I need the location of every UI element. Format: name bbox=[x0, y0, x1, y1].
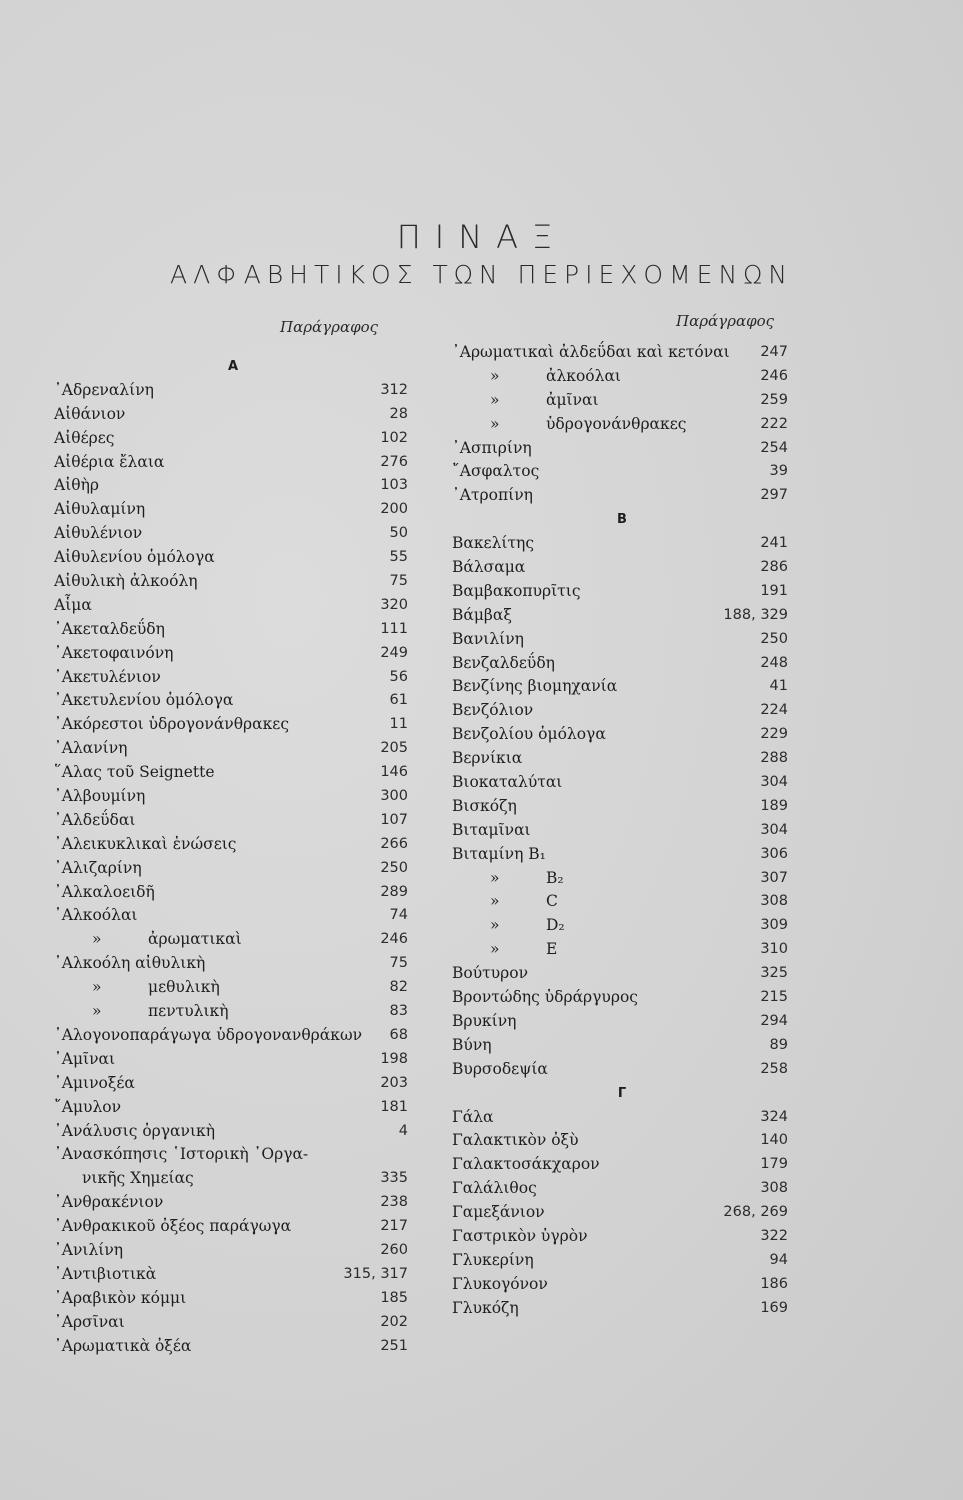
entry-term: C bbox=[546, 892, 558, 911]
entry-term: Βροντώδης ὑδράργυρος bbox=[452, 988, 638, 1007]
entry-paragraph-number: 276 bbox=[380, 453, 408, 470]
entry-paragraph-number: 215 bbox=[760, 989, 788, 1006]
index-entry bbox=[48, 881, 418, 905]
entry-paragraph-number: 304 bbox=[760, 774, 788, 791]
entry-term: Αἷμα bbox=[54, 595, 92, 614]
entry-paragraph-number: 111 bbox=[380, 620, 408, 637]
index-entry bbox=[446, 1297, 798, 1321]
index-entry bbox=[446, 1010, 798, 1034]
index-entry bbox=[48, 403, 418, 427]
ditto-mark: » bbox=[490, 916, 500, 935]
index-entry bbox=[48, 594, 418, 618]
entry-paragraph-number: 294 bbox=[760, 1012, 788, 1029]
entry-paragraph-number: 181 bbox=[380, 1098, 408, 1115]
index-entry bbox=[446, 1201, 798, 1225]
page-title: ΠΙΝΑΞ bbox=[396, 218, 567, 256]
index-entry bbox=[48, 546, 418, 570]
entry-term: ἀλκοόλαι bbox=[546, 366, 622, 385]
entry-paragraph-number: 74 bbox=[389, 907, 408, 924]
entry-term: ᾿Αλογονοπαράγωγα ὑδρογονανθράκων bbox=[54, 1025, 363, 1044]
index-entry bbox=[446, 1058, 798, 1082]
entry-term: ᾿Αλεικυκλικαὶ ἑνώσεις bbox=[54, 834, 237, 853]
index-entry bbox=[48, 1239, 418, 1263]
entry-term: Βάλσαμα bbox=[452, 558, 526, 577]
entry-term: ᾿Αρωματικὰ ὀξέα bbox=[54, 1336, 192, 1355]
entry-paragraph-number: 320 bbox=[380, 596, 408, 613]
index-entry bbox=[48, 1024, 418, 1048]
entry-paragraph-number: 61 bbox=[389, 692, 408, 709]
entry-term: Βιταμῖναι bbox=[452, 820, 531, 839]
index-entry bbox=[48, 1311, 418, 1335]
entry-paragraph-number: 107 bbox=[380, 811, 408, 828]
index-entry bbox=[446, 413, 798, 437]
entry-term: ᾿Ακετυλενίου ὁμόλογα bbox=[54, 691, 234, 710]
entry-term: Γαμεξάνιον bbox=[452, 1203, 545, 1222]
index-entry bbox=[446, 771, 798, 795]
index-entry bbox=[446, 867, 798, 891]
entry-paragraph-number: 306 bbox=[760, 845, 788, 862]
index-entry bbox=[48, 666, 418, 690]
entry-term: Γλυκόζη bbox=[452, 1298, 519, 1317]
index-entry bbox=[48, 928, 418, 952]
entry-term: Αἰθυλαμίνη bbox=[54, 500, 146, 519]
index-entry bbox=[48, 761, 418, 785]
index-entry bbox=[446, 365, 798, 389]
entry-term: Βισκόζη bbox=[452, 796, 517, 815]
entry-paragraph-number: 189 bbox=[760, 797, 788, 814]
index-entry bbox=[48, 474, 418, 498]
index-entry bbox=[48, 379, 418, 403]
index-column-right bbox=[446, 341, 798, 1321]
index-entry bbox=[446, 604, 798, 628]
entry-term: ᾿Αλκοόλαι bbox=[54, 906, 138, 925]
index-entry bbox=[446, 484, 798, 508]
entry-term: ᾿Ανασκόπησις ῾Ιστορικὴ ᾿Οργα- bbox=[54, 1145, 309, 1164]
entry-paragraph-number: 186 bbox=[760, 1275, 788, 1292]
index-entry bbox=[446, 1273, 798, 1297]
entry-paragraph-number: 83 bbox=[389, 1003, 408, 1020]
entry-term: Γάλα bbox=[452, 1107, 494, 1126]
entry-paragraph-number: 56 bbox=[389, 668, 408, 685]
entry-paragraph-number: 249 bbox=[380, 644, 408, 661]
index-entry bbox=[48, 427, 418, 451]
ditto-mark: » bbox=[490, 940, 500, 959]
index-entry bbox=[48, 1048, 418, 1072]
entry-term: Βιταμίνη B₁ bbox=[452, 844, 546, 863]
index-entry bbox=[48, 618, 418, 642]
entry-paragraph-number: 68 bbox=[389, 1026, 408, 1043]
entry-term: ᾿Ακόρεστοι ὑδρογονάνθρακες bbox=[54, 715, 290, 734]
entry-paragraph-number: 75 bbox=[389, 573, 408, 590]
entry-paragraph-number: 169 bbox=[760, 1299, 788, 1316]
entry-paragraph-number: 309 bbox=[760, 917, 788, 934]
index-entry bbox=[446, 389, 798, 413]
entry-paragraph-number: 324 bbox=[760, 1108, 788, 1125]
entry-term: Αἰθέρια ἔλαια bbox=[54, 452, 165, 471]
page-subtitle: ΑΛΦΑΒΗΤΙΚΟΣ ΤΩΝ ΠΕΡΙΕΧΟΜΕΝΩΝ bbox=[170, 260, 793, 289]
ditto-mark: » bbox=[490, 868, 500, 887]
entry-paragraph-number: 89 bbox=[769, 1036, 788, 1053]
entry-term: Βύνη bbox=[452, 1035, 492, 1054]
entry-term: Βενζίνης βιομηχανία bbox=[452, 677, 618, 696]
index-column-left bbox=[48, 355, 418, 1358]
entry-term: ᾿Αλδεΰδαι bbox=[54, 810, 136, 829]
entry-paragraph-number: 179 bbox=[760, 1156, 788, 1173]
index-entry bbox=[446, 962, 798, 986]
entry-term: ᾿Αλκαλοειδῆ bbox=[54, 882, 155, 901]
entry-term: ἀρωματικαὶ bbox=[148, 930, 242, 949]
entry-term: Αἰθυλένιον bbox=[54, 524, 143, 543]
entry-term: Γαστρικὸν ὑγρὸν bbox=[452, 1226, 588, 1245]
index-entry bbox=[48, 1287, 418, 1311]
entry-term: Βανιλίνη bbox=[452, 629, 524, 648]
entry-term: ᾿Αδρεναλίνη bbox=[54, 380, 154, 399]
entry-term: Αἰθυλικὴ ἀλκοόλη bbox=[54, 572, 198, 591]
entry-term: Γαλάλιθος bbox=[452, 1179, 537, 1198]
entry-term: ὑδρογονάνθρακες bbox=[546, 414, 687, 433]
index-entry bbox=[446, 341, 798, 365]
index-entry bbox=[48, 498, 418, 522]
section-letter bbox=[48, 355, 418, 379]
index-entry bbox=[446, 819, 798, 843]
entry-term: Γαλακτοσάκχαρον bbox=[452, 1155, 600, 1174]
index-entry bbox=[48, 1072, 418, 1096]
entry-paragraph-number: 191 bbox=[760, 582, 788, 599]
entry-term: E bbox=[546, 940, 558, 959]
index-entry bbox=[446, 437, 798, 461]
index-entry bbox=[48, 522, 418, 546]
entry-term: ᾿Ανθρακικοῦ ὀξέος παράγωγα bbox=[54, 1217, 292, 1236]
index-entry bbox=[48, 1335, 418, 1359]
entry-paragraph-number: 75 bbox=[389, 955, 408, 972]
entry-term: Βενζόλιον bbox=[452, 701, 534, 720]
index-entry bbox=[446, 795, 798, 819]
index-entry bbox=[48, 713, 418, 737]
index-entry bbox=[48, 976, 418, 1000]
entry-term: ᾿Ατροπίνη bbox=[452, 486, 533, 505]
index-entry bbox=[48, 833, 418, 857]
index-entry bbox=[446, 890, 798, 914]
entry-paragraph-number: 246 bbox=[380, 931, 408, 948]
entry-paragraph-number: 94 bbox=[769, 1251, 788, 1268]
entry-paragraph-number: 241 bbox=[760, 535, 788, 552]
index-entry bbox=[446, 747, 798, 771]
entry-term: ῞Αλας τοῦ Seignette bbox=[54, 763, 215, 782]
entry-term: Βάμβαξ bbox=[452, 605, 512, 624]
entry-paragraph-number: 217 bbox=[380, 1218, 408, 1235]
entry-term: μεθυλικὴ bbox=[148, 978, 220, 997]
entry-term: D₂ bbox=[546, 916, 565, 935]
entry-paragraph-number: 251 bbox=[380, 1337, 408, 1354]
entry-paragraph-number: 304 bbox=[760, 821, 788, 838]
entry-term: ᾿Αντιβιοτικὰ bbox=[54, 1264, 157, 1283]
entry-paragraph-number: 224 bbox=[760, 702, 788, 719]
entry-term: ῎Αμυλον bbox=[54, 1097, 122, 1116]
index-entry bbox=[48, 1120, 418, 1144]
ditto-mark: » bbox=[490, 390, 500, 409]
entry-paragraph-number: 82 bbox=[389, 979, 408, 996]
entry-paragraph-number: 286 bbox=[760, 559, 788, 576]
ditto-mark: » bbox=[92, 1002, 102, 1021]
index-entry bbox=[446, 986, 798, 1010]
section-letter-label: Γ bbox=[617, 1085, 627, 1101]
entry-term: ᾿Αλανίνη bbox=[54, 739, 128, 758]
entry-paragraph-number: 246 bbox=[760, 367, 788, 384]
entry-term: Γαλακτικὸν ὀξὺ bbox=[452, 1131, 579, 1150]
entry-paragraph-number: 11 bbox=[389, 716, 408, 733]
entry-paragraph-number: 325 bbox=[760, 965, 788, 982]
index-entry bbox=[48, 857, 418, 881]
index-entry bbox=[48, 1191, 418, 1215]
index-entry bbox=[48, 1096, 418, 1120]
entry-paragraph-number: 297 bbox=[760, 487, 788, 504]
entry-paragraph-number: 55 bbox=[389, 549, 408, 566]
index-entry bbox=[48, 1215, 418, 1239]
index-entry bbox=[48, 1000, 418, 1024]
entry-paragraph-number: 39 bbox=[769, 463, 788, 480]
entry-paragraph-number: 202 bbox=[380, 1313, 408, 1330]
entry-paragraph-number: 185 bbox=[380, 1289, 408, 1306]
entry-term: ᾿Αμῖναι bbox=[54, 1049, 116, 1068]
index-entry bbox=[446, 1106, 798, 1130]
entry-paragraph-number: 250 bbox=[760, 630, 788, 647]
entry-term: ᾿Ανάλυσις ὀργανικὴ bbox=[54, 1121, 215, 1140]
entry-term: Βενζολίου ὁμόλογα bbox=[452, 725, 606, 744]
column-header-right: Παράγραφος bbox=[676, 312, 775, 330]
entry-paragraph-number: 28 bbox=[389, 405, 408, 422]
entry-term: ῎Ασφαλτος bbox=[452, 462, 540, 481]
entry-paragraph-number: 260 bbox=[380, 1241, 408, 1258]
entry-paragraph-number: 315, 317 bbox=[343, 1265, 408, 1282]
entry-paragraph-number: 200 bbox=[380, 501, 408, 518]
index-entry bbox=[48, 952, 418, 976]
index-entry bbox=[446, 628, 798, 652]
entry-term: ᾿Αλβουμίνη bbox=[54, 787, 146, 806]
entry-term: ᾿Ακεταλδεΰδη bbox=[54, 619, 165, 638]
entry-paragraph-number: 41 bbox=[769, 678, 788, 695]
ditto-mark: » bbox=[490, 414, 500, 433]
entry-paragraph-number: 312 bbox=[380, 381, 408, 398]
entry-term: Βιοκαταλύται bbox=[452, 773, 563, 792]
entry-paragraph-number: 222 bbox=[760, 415, 788, 432]
entry-term: Βαμβακοπυρῖτις bbox=[452, 581, 581, 600]
entry-term: Βακελίτης bbox=[452, 534, 535, 553]
entry-term: ᾿Ακετυλένιον bbox=[54, 667, 161, 686]
entry-paragraph-number: 307 bbox=[760, 869, 788, 886]
entry-term: ἀμῖναι bbox=[546, 390, 599, 409]
entry-term: Βενζαλδεΰδη bbox=[452, 653, 555, 672]
entry-paragraph-number: 266 bbox=[380, 835, 408, 852]
entry-paragraph-number: 146 bbox=[380, 764, 408, 781]
entry-paragraph-number: 250 bbox=[380, 859, 408, 876]
index-entry bbox=[48, 737, 418, 761]
entry-paragraph-number: 300 bbox=[380, 788, 408, 805]
section-letter bbox=[446, 508, 798, 532]
index-entry bbox=[48, 809, 418, 833]
entry-paragraph-number: 308 bbox=[760, 1180, 788, 1197]
entry-term: Αἰθάνιον bbox=[54, 404, 126, 423]
entry-term: ᾿Αρσῖναι bbox=[54, 1312, 125, 1331]
entry-paragraph-number: 102 bbox=[380, 429, 408, 446]
entry-paragraph-number: 50 bbox=[389, 525, 408, 542]
index-entry bbox=[48, 570, 418, 594]
entry-paragraph-number: 289 bbox=[380, 883, 408, 900]
index-entry bbox=[446, 652, 798, 676]
entry-paragraph-number: 203 bbox=[380, 1074, 408, 1091]
entry-term: Αἰθὴρ bbox=[54, 476, 100, 495]
entry-term: ᾿Αρωματικαὶ ἀλδεΰδαι καὶ κετόναι bbox=[452, 343, 730, 361]
entry-term: Αἰθέρες bbox=[54, 428, 115, 447]
entry-term: Γλυκογόνον bbox=[452, 1274, 548, 1293]
entry-term: ᾿Αραβικὸν κόμμι bbox=[54, 1288, 187, 1307]
index-entry bbox=[48, 451, 418, 475]
entry-paragraph-number: 322 bbox=[760, 1227, 788, 1244]
index-entry bbox=[48, 1167, 418, 1191]
entry-term: νικῆς Χημείας bbox=[82, 1169, 194, 1188]
index-entry bbox=[48, 904, 418, 928]
index-entry bbox=[446, 1249, 798, 1273]
index-entry bbox=[48, 785, 418, 809]
entry-paragraph-number: 288 bbox=[760, 750, 788, 767]
entry-term: ᾿Ανθρακένιον bbox=[54, 1193, 164, 1212]
index-entry bbox=[446, 1129, 798, 1153]
entry-term: ᾿Αμινοξέα bbox=[54, 1073, 135, 1092]
entry-term: πεντυλικὴ bbox=[148, 1002, 229, 1021]
index-entry bbox=[446, 556, 798, 580]
ditto-mark: » bbox=[92, 930, 102, 949]
section-letter-label: Β bbox=[617, 512, 627, 528]
entry-paragraph-number: 259 bbox=[760, 391, 788, 408]
index-entry bbox=[48, 689, 418, 713]
index-entry bbox=[446, 723, 798, 747]
entry-term: Βυρσοδεψία bbox=[452, 1059, 548, 1078]
ditto-mark: » bbox=[92, 978, 102, 997]
entry-term: Γλυκερίνη bbox=[452, 1250, 534, 1269]
index-entry bbox=[446, 532, 798, 556]
index-entry bbox=[446, 1153, 798, 1177]
entry-term: ᾿Ανιλίνη bbox=[54, 1240, 124, 1259]
entry-term: ᾿Αλκοόλη αἰθυλικὴ bbox=[54, 954, 206, 973]
entry-paragraph-number: 140 bbox=[760, 1132, 788, 1149]
entry-paragraph-number: 258 bbox=[760, 1060, 788, 1077]
index-entry bbox=[446, 1034, 798, 1058]
entry-paragraph-number: 229 bbox=[760, 726, 788, 743]
entry-term: B₂ bbox=[546, 868, 564, 887]
index-entry bbox=[446, 938, 798, 962]
index-entry bbox=[446, 460, 798, 484]
index-entry bbox=[446, 843, 798, 867]
entry-paragraph-number: 247 bbox=[760, 344, 788, 360]
index-entry bbox=[446, 1225, 798, 1249]
ditto-mark: » bbox=[490, 366, 500, 385]
entry-paragraph-number: 103 bbox=[380, 477, 408, 494]
entry-paragraph-number: 248 bbox=[760, 654, 788, 671]
entry-term: Βούτυρον bbox=[452, 964, 529, 983]
entry-paragraph-number: 254 bbox=[760, 439, 788, 456]
index-entry bbox=[446, 580, 798, 604]
index-entry bbox=[446, 1177, 798, 1201]
entry-paragraph-number: 238 bbox=[380, 1194, 408, 1211]
section-letter-label: Α bbox=[227, 359, 239, 374]
entry-paragraph-number: 335 bbox=[380, 1170, 408, 1187]
entry-paragraph-number: 4 bbox=[398, 1122, 408, 1139]
entry-paragraph-number: 198 bbox=[380, 1050, 408, 1067]
entry-term: ᾿Αλιζαρίνη bbox=[54, 858, 142, 877]
entry-paragraph-number: 205 bbox=[380, 740, 408, 757]
section-letter bbox=[446, 1082, 798, 1106]
index-entry bbox=[48, 642, 418, 666]
index-entry bbox=[446, 675, 798, 699]
entry-term: Βερνίκια bbox=[452, 749, 523, 768]
entry-term: Αἰθυλενίου ὁμόλογα bbox=[54, 548, 215, 567]
entry-paragraph-number: 268, 269 bbox=[723, 1204, 788, 1221]
entry-term: ᾿Ασπιρίνη bbox=[452, 438, 532, 457]
entry-paragraph-number: 308 bbox=[760, 893, 788, 910]
index-entry bbox=[48, 1263, 418, 1287]
index-entry bbox=[446, 699, 798, 723]
column-header-left: Παράγραφος bbox=[280, 318, 379, 336]
entry-term: Βρυκίνη bbox=[452, 1011, 517, 1030]
entry-paragraph-number: 310 bbox=[760, 941, 788, 958]
entry-term: ᾿Ακετοφαινόνη bbox=[54, 643, 174, 662]
index-entry bbox=[446, 914, 798, 938]
index-entry bbox=[48, 1143, 418, 1167]
entry-paragraph-number: 188, 329 bbox=[723, 606, 788, 623]
ditto-mark: » bbox=[490, 892, 500, 911]
